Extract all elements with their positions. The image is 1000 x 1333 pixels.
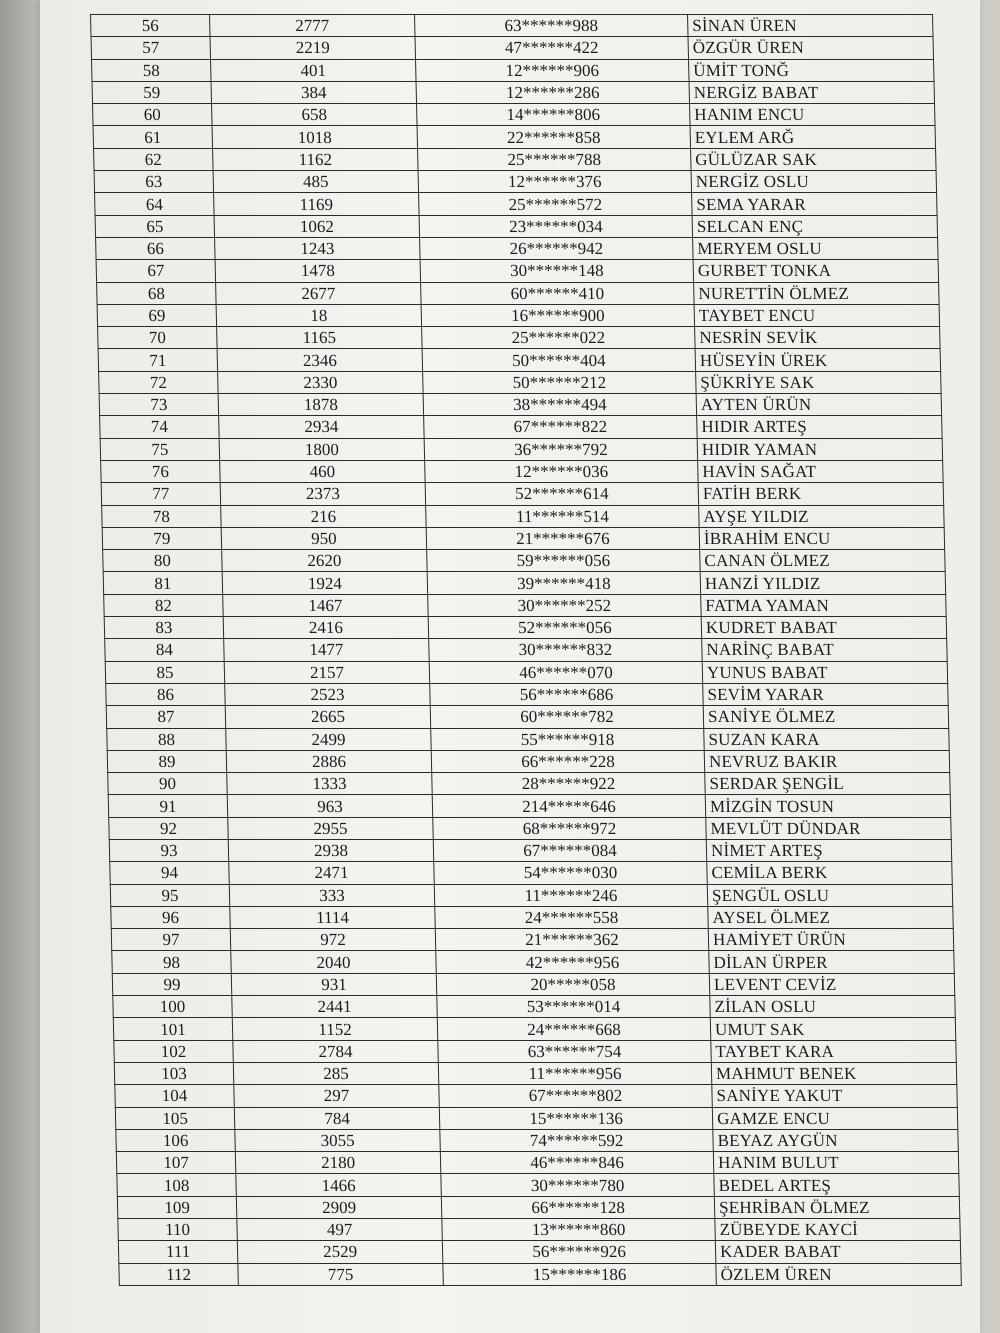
masked-id-cell: 15******136 [439,1107,713,1129]
row-number-cell: 68 [97,282,217,304]
masked-id-cell: 16******900 [421,304,695,326]
full-name-cell: SERDAR ŞENGİL [705,773,951,795]
full-name-cell: ŞEHRİBAN ÖLMEZ [714,1196,960,1218]
table-row [94,148,937,170]
record-id-cell: 1800 [219,438,425,460]
row-number-cell: 59 [92,81,212,103]
full-name-cell: BEDEL ARTEŞ [714,1174,960,1196]
full-name-cell: HANZİ YILDIZ [700,572,946,594]
record-id-cell: 1477 [224,639,430,661]
full-name-cell: AYSEL ÖLMEZ [708,906,954,928]
row-number-cell: 99 [112,973,232,995]
masked-id-cell: 25******788 [418,148,692,170]
row-number-cell: 103 [114,1062,234,1084]
full-name-cell: NERGİZ OSLU [691,171,937,193]
row-number-cell: 84 [105,639,225,661]
table-row [94,171,937,193]
full-name-cell: İBRAHİM ENCU [699,527,945,549]
table-row [115,1085,958,1107]
record-id-cell: 1169 [214,193,420,215]
record-id-cell: 2620 [222,550,428,572]
table-row [110,862,953,884]
row-number-cell: 94 [110,862,230,884]
table-row [105,639,948,661]
row-number-cell: 93 [109,839,229,861]
table-row [117,1196,960,1218]
masked-id-cell: 30******252 [428,594,702,616]
full-name-cell: AYŞE YILDIZ [699,505,945,527]
table-row [118,1241,961,1263]
row-number-cell: 64 [95,193,215,215]
row-number-cell: 58 [92,59,212,81]
masked-id-cell: 12******906 [416,59,690,81]
record-id-cell: 1165 [217,327,423,349]
full-name-cell: ZÜBEYDE KAYCİ [715,1219,961,1241]
row-number-cell: 63 [94,171,214,193]
masked-id-cell: 46******070 [429,661,703,683]
full-name-cell: UMUT SAK [710,1018,956,1040]
record-id-cell: 2909 [236,1196,442,1218]
table-row [96,260,939,282]
full-name-cell: HANIM BULUT [713,1152,959,1174]
table-row [100,438,943,460]
record-id-cell: 2180 [235,1152,441,1174]
record-id-cell: 1333 [227,773,433,795]
record-id-cell: 2219 [210,37,416,59]
masked-id-cell: 30******780 [441,1174,715,1196]
masked-id-cell: 46******846 [440,1152,714,1174]
table-row [108,773,951,795]
masked-id-cell: 21******362 [435,929,709,951]
masked-id-cell: 59******056 [427,550,701,572]
full-name-cell: KUDRET BABAT [701,617,947,639]
record-id-cell: 1018 [212,126,418,148]
masked-id-cell: 50******212 [423,371,697,393]
table-row [106,706,949,728]
full-name-cell: KADER BABAT [715,1241,961,1263]
masked-id-cell: 74******592 [440,1129,714,1151]
table-row [97,304,940,326]
table-row [110,884,953,906]
row-number-cell: 96 [111,906,231,928]
full-name-cell: ÜMİT TONĞ [689,59,935,81]
row-number-cell: 102 [114,1040,234,1062]
table-row [103,550,946,572]
record-id-cell: 2938 [228,839,434,861]
full-name-cell: NESRİN SEVİK [695,327,941,349]
full-name-cell: FATMA YAMAN [701,594,947,616]
record-id-cell: 2784 [233,1040,439,1062]
record-id-cell: 18 [216,304,422,326]
table-row [97,282,940,304]
record-id-cell: 3055 [235,1129,441,1151]
row-number-cell: 112 [119,1263,239,1285]
row-number-cell: 100 [113,996,233,1018]
masked-id-cell: 24******558 [435,906,709,928]
full-name-cell: GURBET TONKA [693,260,939,282]
table-row [93,104,936,126]
table-row [98,327,941,349]
record-id-cell: 2665 [225,706,431,728]
masked-id-cell: 56******926 [442,1241,716,1263]
record-id-cell: 2529 [237,1241,443,1263]
record-id-cell: 2330 [218,371,424,393]
masked-id-cell: 67******084 [433,839,707,861]
full-name-cell: SANİYE YAKUT [712,1085,958,1107]
full-name-cell: MAHMUT BENEK [711,1062,957,1084]
record-id-cell: 333 [229,884,435,906]
record-id-cell: 460 [220,460,426,482]
row-number-cell: 108 [117,1174,237,1196]
row-number-cell: 82 [104,594,224,616]
masked-id-cell: 60******782 [430,706,704,728]
masked-id-cell: 56******686 [430,683,704,705]
row-number-cell: 71 [98,349,218,371]
full-name-cell: FATİH BERK [698,483,944,505]
masked-id-cell: 21******676 [426,527,700,549]
full-name-cell: NARİNÇ BABAT [702,639,948,661]
record-id-cell: 1467 [223,594,429,616]
full-name-cell: MERYEM OSLU [693,237,939,259]
masked-id-cell: 50******404 [422,349,696,371]
row-number-cell: 60 [93,104,213,126]
full-name-cell: SELCAN ENÇ [692,215,938,237]
record-id-cell: 401 [211,59,417,81]
table-row [105,661,948,683]
masked-id-cell: 28******922 [432,773,706,795]
row-number-cell: 107 [116,1152,236,1174]
full-name-cell: HIDIR ARTEŞ [697,416,943,438]
desk-shadow [0,0,40,1333]
row-number-cell: 67 [96,260,216,282]
record-id-cell: 963 [227,795,433,817]
row-number-cell: 81 [103,572,223,594]
table-row [101,483,944,505]
record-id-cell: 784 [234,1107,440,1129]
full-name-cell: EYLEM ARĞ [690,126,936,148]
masked-id-cell: 63******754 [438,1040,712,1062]
masked-id-cell: 15******186 [443,1263,717,1285]
full-name-cell: SİNAN ÜREN [688,15,934,37]
row-number-cell: 85 [105,661,225,683]
record-id-cell: 658 [212,104,418,126]
table-row [112,973,955,995]
masked-id-cell: 60******410 [421,282,695,304]
full-name-cell: HÜSEYİN ÜREK [695,349,941,371]
record-id-cell: 2040 [231,951,437,973]
full-name-cell: CEMİLA BERK [707,862,953,884]
row-number-cell: 98 [112,951,232,973]
table-row [111,906,954,928]
table-row [109,817,952,839]
full-name-cell: HIDIR YAMAN [697,438,943,460]
full-name-cell: ŞÜKRİYE SAK [696,371,942,393]
record-id-cell: 2955 [228,817,434,839]
full-name-cell: LEVENT CEVİZ [709,973,955,995]
row-number-cell: 72 [99,371,219,393]
table-row [106,683,949,705]
record-id-cell: 2677 [216,282,422,304]
full-name-cell: HAMİYET ÜRÜN [708,929,954,951]
masked-id-cell: 14******806 [417,104,691,126]
record-id-cell: 2523 [225,683,431,705]
row-number-cell: 111 [118,1241,238,1263]
masked-id-cell: 30******832 [429,639,703,661]
row-number-cell: 105 [115,1107,235,1129]
row-number-cell: 74 [100,416,220,438]
masked-id-cell: 55******918 [431,728,705,750]
record-id-cell: 2157 [224,661,430,683]
full-name-cell: ÖZLEM ÜREN [716,1263,962,1285]
row-number-cell: 78 [102,505,222,527]
full-name-cell: SEVİM YARAR [703,683,949,705]
masked-id-cell: 36******792 [424,438,698,460]
record-id-cell: 1114 [230,906,436,928]
record-id-cell: 485 [213,171,419,193]
masked-id-cell: 11******246 [434,884,708,906]
row-number-cell: 101 [113,1018,233,1040]
row-number-cell: 89 [107,750,227,772]
masked-id-cell: 20*****058 [436,973,710,995]
record-id-cell: 285 [233,1062,439,1084]
table-row [102,527,945,549]
record-id-cell: 2416 [223,617,429,639]
masked-id-cell: 25******572 [419,193,693,215]
table-row [107,728,950,750]
masked-id-cell: 12******286 [416,81,690,103]
masked-id-cell: 12******376 [418,171,692,193]
table-row [100,416,943,438]
record-id-cell: 972 [230,929,436,951]
row-number-cell: 106 [116,1129,236,1151]
row-number-cell: 104 [115,1085,235,1107]
table-row [96,237,939,259]
row-number-cell: 86 [106,683,226,705]
row-number-cell: 70 [98,327,218,349]
table-row [113,1018,956,1040]
record-id-cell: 1243 [215,237,421,259]
record-id-cell: 1062 [214,215,420,237]
row-number-cell: 66 [96,237,216,259]
row-number-cell: 110 [118,1219,238,1241]
masked-id-cell: 63******988 [415,15,689,37]
row-number-cell: 56 [91,15,211,37]
row-number-cell: 92 [109,817,229,839]
masked-id-cell: 24******668 [437,1018,711,1040]
masked-id-cell: 53******014 [437,996,711,1018]
record-id-cell: 2471 [229,862,435,884]
masked-id-cell: 22******858 [417,126,691,148]
table-row [114,1040,957,1062]
table-row [103,572,946,594]
record-id-cell: 1466 [236,1174,442,1196]
row-number-cell: 88 [107,728,227,750]
table-row [101,460,944,482]
table-row [92,59,935,81]
table-row [118,1219,961,1241]
row-number-cell: 87 [106,706,226,728]
table-row [93,126,936,148]
row-number-cell: 80 [103,550,223,572]
row-number-cell: 61 [93,126,213,148]
masked-id-cell: 47******422 [415,37,689,59]
full-name-cell: GAMZE ENCU [712,1107,958,1129]
table-body [91,15,962,1286]
table-row [113,996,956,1018]
record-id-cell: 2777 [210,15,416,37]
table-row [107,750,950,772]
table-row [111,929,954,951]
record-id-cell: 950 [221,527,427,549]
masked-id-cell: 66******228 [431,750,705,772]
record-id-cell: 384 [211,81,417,103]
full-name-cell: YUNUS BABAT [702,661,948,683]
full-name-cell: TAYBET KARA [711,1040,957,1062]
row-number-cell: 95 [110,884,230,906]
full-name-cell: HANIM ENCU [690,104,936,126]
table-row [95,215,938,237]
record-id-cell: 1162 [213,148,419,170]
table-row [108,795,951,817]
table-row [104,594,947,616]
full-name-cell: SEMA YARAR [692,193,938,215]
masked-id-cell: 214*****646 [432,795,706,817]
record-id-cell: 931 [231,973,437,995]
masked-id-cell: 67******822 [424,416,698,438]
full-name-cell: SUZAN KARA [704,728,950,750]
table-row [92,81,935,103]
record-id-cell: 2499 [226,728,432,750]
masked-id-cell: 13******860 [442,1219,716,1241]
full-name-cell: ZİLAN OSLU [710,996,956,1018]
table-row [115,1107,958,1129]
table-row [114,1062,957,1084]
record-id-cell: 216 [221,505,427,527]
full-name-cell: HAVİN SAĞAT [698,460,944,482]
full-name-cell: NİMET ARTEŞ [706,839,952,861]
record-id-cell: 775 [238,1263,444,1285]
masked-id-cell: 11******514 [426,505,700,527]
record-id-cell: 297 [234,1085,440,1107]
table-row [119,1263,962,1285]
table-row [116,1129,959,1151]
record-id-cell: 2886 [226,750,432,772]
full-name-cell: NEVRUZ BAKIR [704,750,950,772]
full-name-cell: AYTEN ÜRÜN [696,394,942,416]
table-row [112,951,955,973]
row-number-cell: 91 [108,795,228,817]
record-id-cell: 2373 [220,483,426,505]
masked-id-cell: 38******494 [423,394,697,416]
full-name-cell: MİZGİN TOSUN [705,795,951,817]
masked-id-cell: 54******030 [434,862,708,884]
full-name-cell: SANİYE ÖLMEZ [703,706,949,728]
name-list-table [90,14,962,1286]
table-row [104,617,947,639]
row-number-cell: 65 [95,215,215,237]
row-number-cell: 73 [99,394,219,416]
record-id-cell: 1152 [232,1018,438,1040]
masked-id-cell: 68******972 [433,817,707,839]
full-name-cell: NURETTİN ÖLMEZ [694,282,940,304]
table-row [95,193,938,215]
record-id-cell: 2934 [219,416,425,438]
row-number-cell: 83 [104,617,224,639]
record-id-cell: 2441 [232,996,438,1018]
full-name-cell: DİLAN ÜRPER [709,951,955,973]
masked-id-cell: 25******022 [422,327,696,349]
table-row [116,1152,959,1174]
record-id-cell: 497 [237,1219,443,1241]
full-name-cell: GÜLÜZAR SAK [691,148,937,170]
masked-id-cell: 67******802 [439,1085,713,1107]
row-number-cell: 79 [102,527,222,549]
row-number-cell: 75 [100,438,220,460]
full-name-cell: MEVLÜT DÜNDAR [706,817,952,839]
masked-id-cell: 39******418 [427,572,701,594]
table-row [102,505,945,527]
masked-id-cell: 66******128 [441,1196,715,1218]
table-row [109,839,952,861]
masked-id-cell: 52******614 [425,483,699,505]
row-number-cell: 57 [91,37,211,59]
full-name-cell: ÖZGÜR ÜREN [688,37,934,59]
table-row [91,37,934,59]
full-name-cell: BEYAZ AYGÜN [713,1129,959,1151]
full-name-cell: NERGİZ BABAT [689,81,935,103]
full-name-cell: TAYBET ENCU [694,304,940,326]
row-number-cell: 90 [108,773,228,795]
table-row [99,371,942,393]
record-id-cell: 2346 [217,349,423,371]
masked-id-cell: 30******148 [420,260,694,282]
row-number-cell: 97 [111,929,231,951]
record-id-cell: 1924 [222,572,428,594]
table-row [98,349,941,371]
record-id-cell: 1878 [218,394,424,416]
row-number-cell: 109 [117,1196,237,1218]
row-number-cell: 77 [101,483,221,505]
row-number-cell: 76 [101,460,221,482]
masked-id-cell: 26******942 [420,237,694,259]
masked-id-cell: 11******956 [438,1062,712,1084]
masked-id-cell: 52******056 [428,617,702,639]
full-name-cell: CANAN ÖLMEZ [700,550,946,572]
table-row [91,15,934,37]
record-id-cell: 1478 [215,260,421,282]
masked-id-cell: 23******034 [419,215,693,237]
full-name-cell: ŞENGÜL OSLU [707,884,953,906]
masked-id-cell: 42******956 [436,951,710,973]
table-row [99,394,942,416]
table-row [117,1174,960,1196]
masked-id-cell: 12******036 [425,460,699,482]
row-number-cell: 69 [97,304,217,326]
row-number-cell: 62 [94,148,214,170]
